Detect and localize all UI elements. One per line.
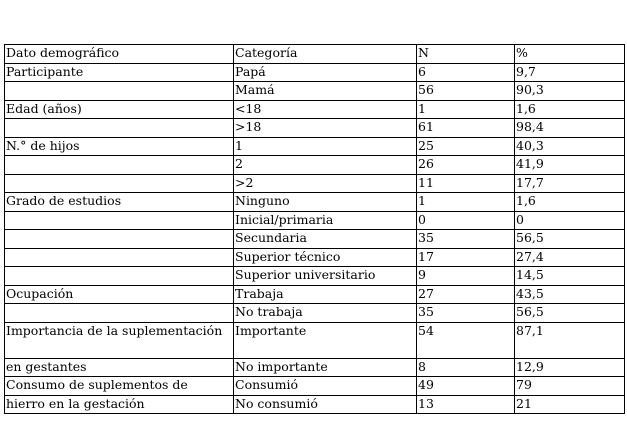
cell-dato-demografico <box>5 119 234 138</box>
cell-n: 49 <box>417 377 515 396</box>
cell-categoria: Inicial/primaria <box>234 211 417 230</box>
cell-percent: 87,1 <box>515 322 625 358</box>
table-row <box>5 285 625 304</box>
cell-percent: 41,9 <box>515 156 625 175</box>
cell-percent: 27,4 <box>515 248 625 267</box>
cell-n: 35 <box>417 304 515 323</box>
cell-dato-demografico <box>5 82 234 101</box>
cell-dato-demografico: Ocupación <box>5 285 234 304</box>
cell-percent: 12,9 <box>515 358 625 377</box>
table-row <box>5 211 625 230</box>
cell-dato-demografico: Importancia de la suplementación <box>5 322 234 358</box>
cell-dato-demografico <box>5 304 234 323</box>
table-row <box>5 395 625 414</box>
cell-categoria: Importante <box>234 322 417 358</box>
table-row <box>5 137 625 156</box>
cell-percent: 56,5 <box>515 304 625 323</box>
cell-categoria: 1 <box>234 137 417 156</box>
cell-categoria: No trabaja <box>234 304 417 323</box>
cell-percent: 40,3 <box>515 137 625 156</box>
cell-categoria: Secundaria <box>234 230 417 249</box>
cell-percent: 17,7 <box>515 174 625 193</box>
table-row <box>5 230 625 249</box>
cell-dato-demografico: Edad (años) <box>5 100 234 119</box>
table-header-row <box>5 45 625 64</box>
cell-percent: 79 <box>515 377 625 396</box>
cell-percent: 0 <box>515 211 625 230</box>
cell-categoria: <18 <box>234 100 417 119</box>
cell-percent: 1,6 <box>515 193 625 212</box>
table-row <box>5 304 625 323</box>
cell-categoria: Mamá <box>234 82 417 101</box>
cell-n: 6 <box>417 63 515 82</box>
cell-percent: 90,3 <box>515 82 625 101</box>
cell-categoria: Superior universitario <box>234 267 417 286</box>
cell-n: 54 <box>417 322 515 358</box>
cell-dato-demografico <box>5 156 234 175</box>
cell-dato-demografico: hierro en la gestación <box>5 395 234 414</box>
cell-categoria: >2 <box>234 174 417 193</box>
cell-categoria: No importante <box>234 358 417 377</box>
cell-dato-demografico: Grado de estudios <box>5 193 234 212</box>
cell-dato-demografico: N.° de hijos <box>5 137 234 156</box>
table-row <box>5 156 625 175</box>
cell-percent: 98,4 <box>515 119 625 138</box>
cell-categoria: 2 <box>234 156 417 175</box>
demographic-table <box>4 44 625 414</box>
table-row <box>5 63 625 82</box>
table-row <box>5 322 625 358</box>
cell-categoria: Papá <box>234 63 417 82</box>
cell-n: 8 <box>417 358 515 377</box>
cell-dato-demografico: Participante <box>5 63 234 82</box>
cell-n: 35 <box>417 230 515 249</box>
cell-n: 0 <box>417 211 515 230</box>
table-row <box>5 267 625 286</box>
cell-categoria: Trabaja <box>234 285 417 304</box>
cell-n: 1 <box>417 100 515 119</box>
cell-categoria: Consumió <box>234 377 417 396</box>
cell-percent: 1,6 <box>515 100 625 119</box>
header-categoria: Categoría <box>234 45 417 64</box>
cell-dato-demografico: en gestantes <box>5 358 234 377</box>
header-dato-demografico: Dato demográfico <box>5 45 234 64</box>
table-row <box>5 248 625 267</box>
cell-dato-demografico: Consumo de suplementos de <box>5 377 234 396</box>
cell-n: 1 <box>417 193 515 212</box>
cell-n: 11 <box>417 174 515 193</box>
cell-n: 26 <box>417 156 515 175</box>
table-row <box>5 82 625 101</box>
cell-percent: 14,5 <box>515 267 625 286</box>
table-row <box>5 193 625 212</box>
cell-percent: 21 <box>515 395 625 414</box>
cell-n: 56 <box>417 82 515 101</box>
header-percent: % <box>515 45 625 64</box>
cell-n: 13 <box>417 395 515 414</box>
cell-dato-demografico <box>5 174 234 193</box>
cell-n: 61 <box>417 119 515 138</box>
table-row <box>5 358 625 377</box>
cell-categoria: Ninguno <box>234 193 417 212</box>
table-row <box>5 377 625 396</box>
cell-percent: 9,7 <box>515 63 625 82</box>
cell-percent: 56,5 <box>515 230 625 249</box>
header-n: N <box>417 45 515 64</box>
cell-dato-demografico <box>5 267 234 286</box>
cell-dato-demografico <box>5 230 234 249</box>
cell-n: 27 <box>417 285 515 304</box>
table-row <box>5 100 625 119</box>
table-row <box>5 119 625 138</box>
cell-categoria: >18 <box>234 119 417 138</box>
cell-dato-demografico <box>5 248 234 267</box>
cell-categoria: No consumió <box>234 395 417 414</box>
table-body <box>5 63 625 414</box>
cell-dato-demografico <box>5 211 234 230</box>
cell-percent: 43,5 <box>515 285 625 304</box>
table-row <box>5 174 625 193</box>
cell-n: 17 <box>417 248 515 267</box>
cell-n: 9 <box>417 267 515 286</box>
cell-categoria: Superior técnico <box>234 248 417 267</box>
cell-n: 25 <box>417 137 515 156</box>
